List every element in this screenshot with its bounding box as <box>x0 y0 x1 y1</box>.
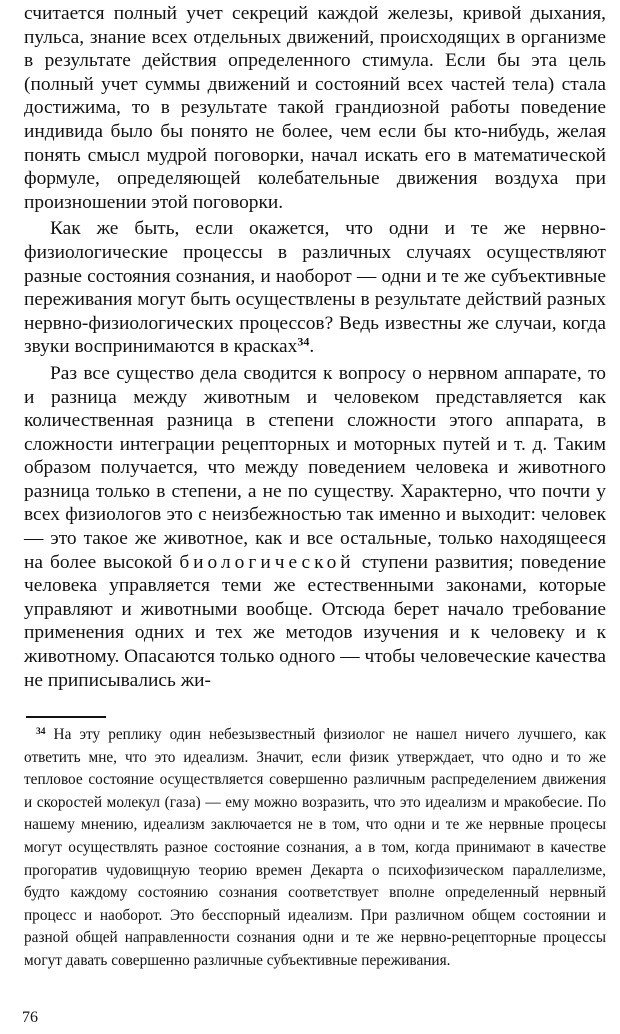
paragraph-3-text-b: ступени развития; поведение человека управляется теми же естественными законами, которые управляют и животными вообще. Отсюда берет начало требование применения одних и тех же методов изучения и к человеку и к животному. Опасаются только одного — чтобы человеческие качества не приписывались жи- <box>24 551 606 691</box>
main-text <box>24 2 606 692</box>
paragraph-2-end: . <box>309 336 315 358</box>
paragraph-1: считается полный учет секреций каждой железы, кривой дыхания, пульса, знание всех отдельных движений, происходящих в организме в результате действия определенного стимула. Если бы эта цель (полный учет суммы движений и состояний всех частей тела) стала достижима, то в результате такой грандиозной работы поведение индивида было бы понято не более, чем если бы кто-нибудь, желая понять смысл мудрой поговорки, начал искать его в математической формуле, определяющей колебательные движения воздуха при произношении этой поговорки. <box>24 3 606 213</box>
paragraph-3-text-a: Раз все существо дела сводится к вопросу о нервном аппарате, то и разница между животным и человеком представляется как количественная разница в степени сложности этого аппарата, в сложности интеграции рецепторных и моторных путей и т. д. Таким образом получается, что между поведением человека и животного разница только в степени, а не по существу. Характерно, что почти у всех физиологов это с неизбежностью так именно и выходит: человек — это такое же животное, как и все остальные, только находящееся на более высокой <box>24 362 606 573</box>
footnote-text: На эту реплику один небезызвестный физиолог не нашел ничего лучшего, как ответить мне, что это идеализм. Значит, если физик утверждает, что одно и то же тепловое состояние осуществляется совершенно различным распределением движения и скоростей молекул (газа) — ему можно возразить, что это идеализм и мракобесие. По нашему мнению, идеализм заключается не в том, что одни и те же нервные процесы могут осуществлять разное состояние сознания, а в том, когда принимают в качестве прогоратив чудовищную теорию времен Декарта о психофизическом параллелизме, будто каждому состоянию сознания соответствует вполне определенный нервный процесс и наоборот. Это бесспорный идеализм. При различном общем состоянии и разной общей направленности сознания одни и те же нервно-рецепторные процессы могут давать совершенно различные субъективные переживания. <box>24 726 606 969</box>
footnote-34 <box>24 724 606 973</box>
paragraph-3 <box>24 362 606 692</box>
footnotes <box>24 724 606 973</box>
footnote-number: 34 <box>36 726 46 737</box>
footnote-ref-34[interactable]: 34 <box>297 334 310 349</box>
page-number: 76 <box>22 1009 38 1026</box>
footnote-separator <box>26 716 106 718</box>
paragraph-2 <box>24 217 606 359</box>
paragraph-2-text: Как же быть, если окажется, что одни и те же нервно-физиологические процессы в различных случаях осуществляют разные состояния сознания, и наоборот — одни и те же субъективные переживания могут быть осуществлены в результате действий разных нервно-физиологических процессов? Ведь известны же случаи, когда звуки воспринимаются в красках <box>24 218 606 358</box>
paragraph-3-spaced-word: биологической <box>179 551 355 573</box>
